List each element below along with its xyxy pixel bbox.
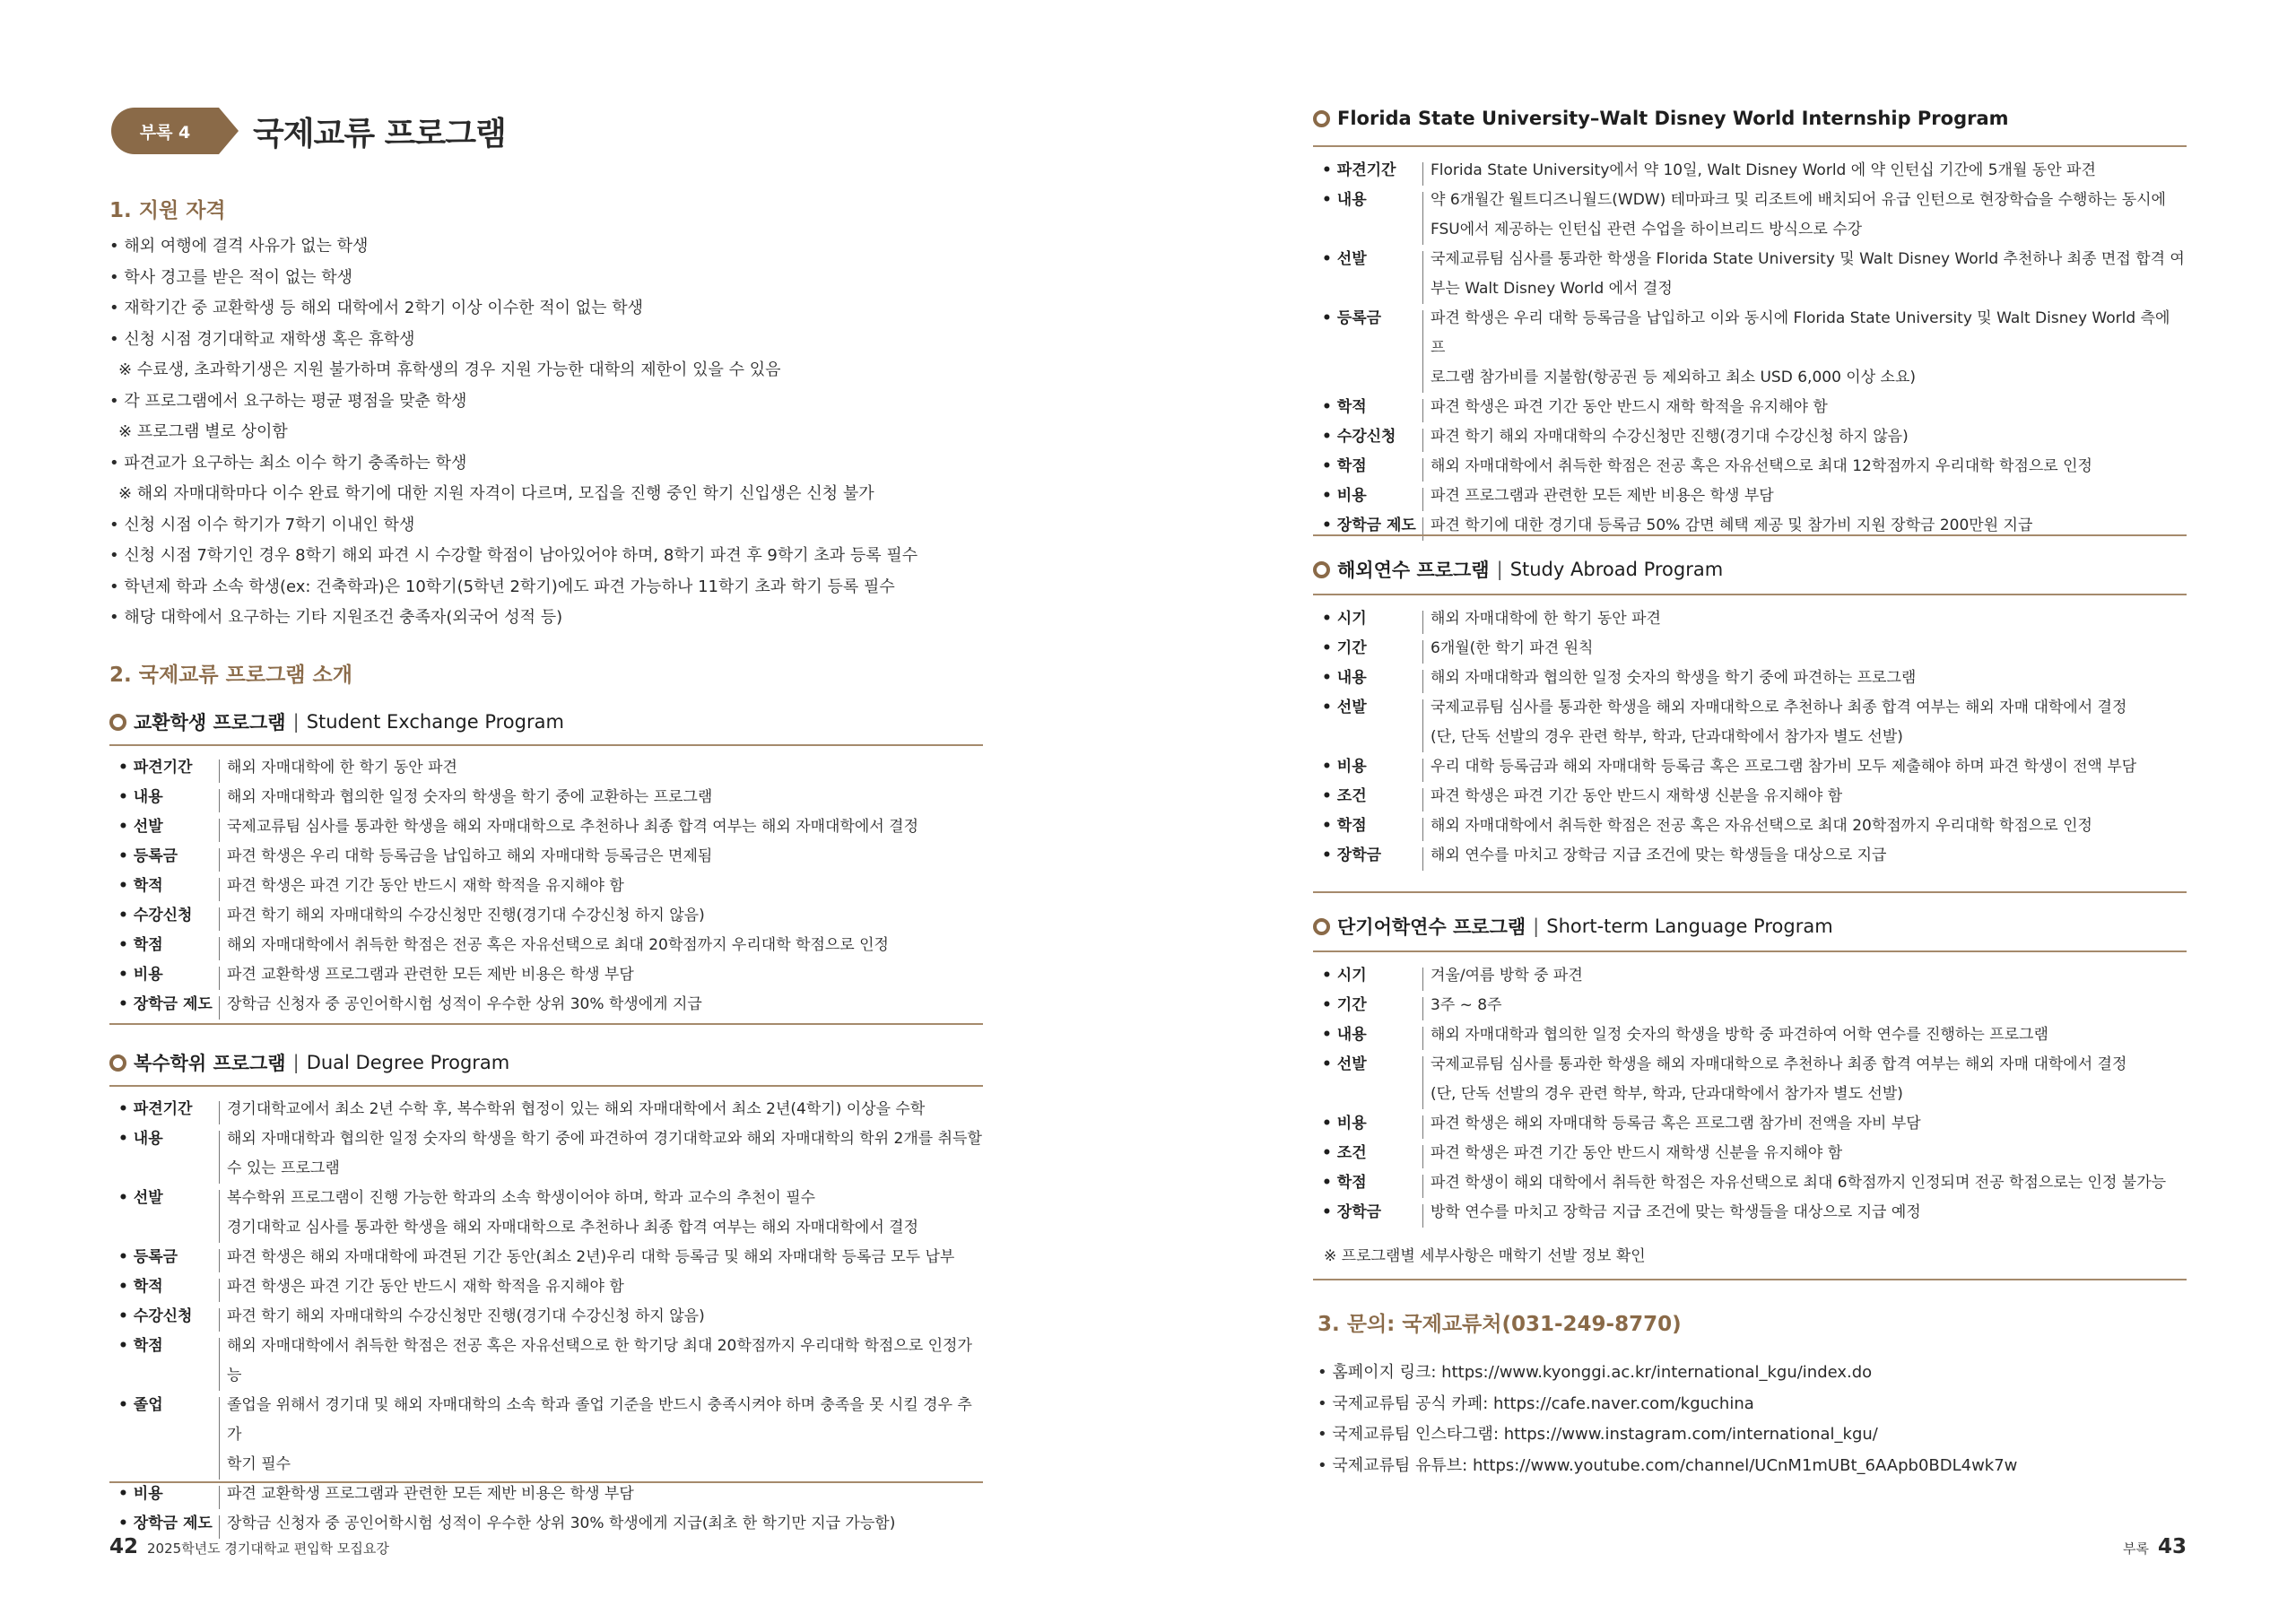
row-line: 파견 학생은 우리 대학 등록금을 납입하고 해외 자매대학 등록금은 면제됨 (227, 847, 713, 865)
row-label: • 학적 (118, 877, 163, 895)
row-label: • 선발 (1322, 1055, 1367, 1073)
row-line: 경기대학교에서 최소 2년 수학 후, 복수학위 협정이 있는 해외 자매대학에서 최소 2년(4학기) 이상을 수학 (227, 1100, 926, 1118)
row-text (219, 1279, 983, 1302)
row-label: • 선발 (1322, 250, 1367, 268)
fsu-row (1322, 304, 2187, 393)
eligibility-item: • 신청 시점 이수 학기가 7학기 이내인 학생 (109, 515, 415, 534)
fsu-row (1322, 156, 2187, 186)
eligibility-item: • 해당 대학에서 요구하는 기타 지원조건 충족자(외국어 성적 등) (109, 608, 563, 627)
eligibility-list (109, 231, 1078, 634)
contact-link[interactable]: • 국제교류팀 인스타그램: https://www.instagram.com/international_kgu/ (1318, 1425, 1878, 1444)
dual-row (118, 1391, 983, 1480)
divider (1313, 950, 2187, 952)
right-page (1148, 0, 2296, 1623)
row-text (1422, 1115, 2187, 1139)
exchange-row (118, 812, 983, 842)
row-text (1422, 997, 2187, 1020)
dual-detail-list (118, 1095, 983, 1539)
row-text (1422, 517, 2187, 541)
row-line: 해외 연수를 마치고 장학금 지급 조건에 맞는 학생들을 대상으로 지급 (1431, 846, 1887, 864)
row-line: 해외 자매대학과 협의한 일정 숫자의 학생을 학기 중에 교환하는 프로그램 (227, 788, 713, 806)
abroad-row (1322, 604, 2187, 634)
row-line: 파견 학생은 우리 대학 등록금을 납입하고 이와 동시에 Florida State University 및 Walt Disney World 측에 프 (1431, 309, 2170, 357)
right-footer (2123, 1535, 2187, 1558)
row-text (1422, 1145, 2187, 1168)
abroad-title-en: Study Abroad Program (1509, 559, 1724, 580)
dual-row (118, 1480, 983, 1509)
section-eligibility-title: 1. 지원 자격 (109, 199, 226, 222)
row-line: 우리 대학 등록금과 해외 자매대학 등록금 혹은 프로그램 참가비 모두 제출해야 하며 파견 학생이 전액 부담 (1431, 758, 2137, 776)
row-line: 파견 학생은 파견 기간 동안 반드시 재학생 신분을 유지해야 함 (1431, 1144, 1843, 1162)
row-line: 부는 Walt Disney World 에서 결정 (1431, 280, 1673, 298)
dual-program-title (109, 1049, 509, 1076)
ring-bullet-icon (1313, 110, 1330, 127)
row-line: 로그램 참가비를 지불함(항공권 등 제외하고 최소 USD 6,000 이상 소요) (1431, 369, 1917, 386)
row-text (219, 937, 983, 960)
row-label: • 선발 (1322, 699, 1367, 716)
title-divider: | (1496, 559, 1503, 580)
divider (1313, 145, 2187, 147)
row-label: • 비용 (118, 1485, 163, 1503)
abroad-row (1322, 812, 2187, 841)
row-label: • 비용 (118, 966, 163, 984)
row-text (1422, 251, 2187, 304)
row-line: 약 6개월간 월트디즈니월드(WDW) 테마파크 및 리조트에 배치되어 유급 인턴으로 현장학습을 수행하는 동시에 (1431, 191, 2166, 209)
page-number: 42 (109, 1535, 139, 1558)
row-text (1422, 399, 2187, 422)
language-row (1322, 1109, 2187, 1139)
row-text (1422, 611, 2187, 634)
row-line: 복수학위 프로그램이 진행 가능한 학과의 소속 학생이어야 하며, 학과 교수의 추천이 필수 (227, 1189, 816, 1207)
divider (1313, 1279, 2187, 1280)
row-text (219, 996, 983, 1020)
row-label: • 장학금 (1322, 1203, 1382, 1221)
row-text (1422, 429, 2187, 452)
dual-title-ko: 복수학위 프로그램 (134, 1053, 286, 1074)
divider (1313, 594, 2187, 595)
fsu-title: Florida State University–Walt Disney World Internship Program (1337, 108, 2009, 129)
abroad-row (1322, 693, 2187, 752)
row-text (1422, 1056, 2187, 1109)
exchange-title-ko: 교환학생 프로그램 (134, 712, 286, 733)
row-label: • 장학금 (1322, 846, 1382, 864)
exchange-title-en: Student Exchange Program (306, 711, 564, 733)
row-text (219, 1338, 983, 1391)
exchange-row (118, 842, 983, 872)
eligibility-item: • 각 프로그램에서 요구하는 평균 평점을 맞춘 학생 (109, 391, 467, 411)
divider (109, 1481, 983, 1483)
row-label: • 수강신청 (1322, 428, 1396, 446)
row-text (1422, 847, 2187, 871)
exchange-row (118, 783, 983, 812)
row-text (1422, 670, 2187, 693)
language-program-title (1313, 913, 1833, 940)
title-divider: | (1533, 916, 1540, 937)
row-line: 파견 학기에 대한 경기대 등록금 50% 감면 혜택 제공 및 참가비 지원 장학금 200만원 지급 (1431, 516, 2033, 534)
row-text (1422, 1175, 2187, 1198)
row-text (219, 907, 983, 931)
appendix-badge: 부록 4 (111, 108, 219, 154)
row-line: 수 있는 프로그램 (227, 1159, 340, 1177)
exchange-row (118, 872, 983, 901)
row-label: • 내용 (1322, 1026, 1367, 1044)
row-line: 파견 학생은 파견 기간 동안 반드시 재학 학적을 유지해야 함 (227, 1278, 624, 1296)
abroad-detail-list (1322, 604, 2187, 871)
row-label: • 학점 (118, 1337, 163, 1355)
row-label: • 비용 (1322, 487, 1367, 505)
dual-row (118, 1272, 983, 1302)
row-label: • 파견기간 (1322, 161, 1396, 179)
row-text (219, 848, 983, 872)
row-line: 파견 학생은 해외 자매대학에 파견된 기간 동안(최소 2년)우리 대학 등록금 및 해외 자매대학 등록금 모두 납부 (227, 1248, 955, 1266)
language-row (1322, 1139, 2187, 1168)
eligibility-note: ※ 수료생, 초과학기생은 지원 불가하며 휴학생의 경우 지원 가능한 대학의 제한이 있을 수 있음 (118, 360, 781, 379)
row-text (1422, 640, 2187, 664)
row-line: 파견 교환학생 프로그램과 관련한 모든 제반 비용은 학생 부담 (227, 966, 634, 984)
row-line: 파견 학생은 파견 기간 동안 반드시 재학 학적을 유지해야 함 (1431, 398, 1828, 416)
row-text (219, 1249, 983, 1272)
row-line: 파견 학기 해외 자매대학의 수강신청만 진행(경기대 수강신청 하지 않음) (1431, 428, 1909, 446)
row-text (1422, 818, 2187, 841)
fsu-row (1322, 482, 2187, 511)
row-line: 파견 학생은 파견 기간 동안 반드시 재학생 신분을 유지해야 함 (1431, 787, 1843, 805)
divider (109, 1085, 983, 1087)
contact-links (1318, 1358, 2017, 1481)
row-line: 파견 학기 해외 자매대학의 수강신청만 진행(경기대 수강신청 하지 않음) (227, 907, 705, 924)
row-label: • 학적 (1322, 398, 1367, 416)
language-title-en: Short-term Language Program (1546, 916, 1833, 937)
row-text (219, 878, 983, 901)
row-label: • 선발 (118, 1189, 163, 1207)
abroad-row (1322, 782, 2187, 812)
row-text (219, 1486, 983, 1509)
language-row (1322, 1168, 2187, 1198)
row-text (219, 1308, 983, 1332)
title-divider: | (292, 711, 300, 733)
row-label: • 비용 (1322, 1115, 1367, 1133)
eligibility-note: ※ 프로그램 별로 상이함 (118, 422, 288, 441)
eligibility-item: • 재학기간 중 교환학생 등 해외 대학에서 2학기 이상 이수한 적이 없는 학생 (109, 299, 643, 317)
left-footer (109, 1535, 389, 1558)
ring-bullet-icon (1313, 918, 1330, 935)
row-line: (단, 단독 선발의 경우 관련 학부, 학과, 단과대학에서 참가자 별도 선발) (1431, 1085, 1903, 1103)
row-line: 국제교류팀 심사를 통과한 학생을 해외 자매대학으로 추천하나 최종 합격 여부는 해외 자매 대학에서 결정 (1431, 1055, 2127, 1073)
row-line: (단, 단독 선발의 경우 관련 학부, 학과, 단과대학에서 참가자 별도 선발) (1431, 728, 1903, 746)
row-line: 장학금 신청자 중 공인어학시험 성적이 우수한 상위 30% 학생에게 지급(최초 한 학기만 지급 가능함) (227, 1515, 896, 1532)
row-line: 파견 학기 해외 자매대학의 수강신청만 진행(경기대 수강신청 하지 않음) (227, 1307, 705, 1325)
eligibility-item: • 신청 시점 7학기인 경우 8학기 해외 파견 시 수강할 학점이 남아있어야 하며, 8학기 파견 후 9학기 초과 등록 필수 (109, 546, 918, 565)
exchange-row (118, 990, 983, 1020)
row-label: • 기간 (1322, 639, 1367, 657)
divider (109, 1023, 983, 1025)
fsu-detail-list (1322, 156, 2187, 541)
page-number: 43 (2157, 1535, 2187, 1558)
eligibility-note: ※ 해외 자매대학마다 이수 완료 학기에 대한 지원 자격이 다르며, 모집을 진행 중인 학기 신입생은 신청 불가 (118, 484, 874, 503)
row-label: • 내용 (118, 788, 163, 806)
row-line: 파견 프로그램과 관련한 모든 제반 비용은 학생 부담 (1431, 487, 1774, 505)
divider (1313, 891, 2187, 893)
abroad-title-ko: 해외연수 프로그램 (1337, 560, 1490, 581)
exchange-program-title (109, 708, 564, 735)
row-label: • 시기 (1322, 610, 1367, 628)
row-line: 국제교류팀 심사를 통과한 학생을 해외 자매대학으로 추천하나 최종 합격 여부는 해외 자매 대학에서 결정 (1431, 699, 2127, 716)
language-row (1322, 1020, 2187, 1050)
row-label: • 파견기간 (118, 759, 193, 777)
row-line: 해외 자매대학과 협의한 일정 숫자의 학생을 학기 중에 파견하는 프로그램 (1431, 669, 1917, 687)
row-text (1422, 759, 2187, 782)
fsu-row (1322, 422, 2187, 452)
ring-bullet-icon (1313, 561, 1330, 578)
row-line: 3주 ~ 8주 (1431, 996, 1502, 1014)
row-text (219, 1101, 983, 1124)
contact-link[interactable]: • 국제교류팀 공식 카페: https://cafe.naver.com/kguchina (1318, 1393, 1754, 1413)
fsu-row (1322, 186, 2187, 245)
row-label: • 내용 (118, 1130, 163, 1148)
row-label: • 내용 (1322, 191, 1367, 209)
row-label: • 비용 (1322, 758, 1367, 776)
exchange-row (118, 753, 983, 783)
contact-title: 3. 문의: 국제교류처(031-249-8770) (1318, 1313, 1682, 1336)
dual-row (118, 1332, 983, 1391)
row-text (219, 1131, 983, 1184)
row-label: • 수강신청 (118, 1307, 193, 1325)
row-text (219, 1397, 983, 1480)
row-line: 해외 자매대학과 협의한 일정 숫자의 학생을 방학 중 파견하여 어학 연수를 진행하는 프로그램 (1431, 1026, 2048, 1044)
row-line: 해외 자매대학에서 취득한 학점은 전공 혹은 자유선택으로 최대 20학점까지 우리대학 학점으로 인정 (1431, 817, 2092, 835)
appendix-header (111, 106, 506, 156)
language-note: ※ 프로그램별 세부사항은 매학기 선발 정보 확인 (1324, 1247, 1646, 1265)
row-text (1422, 1027, 2187, 1050)
exchange-row (118, 960, 983, 990)
footer-text: 부록 (2123, 1541, 2149, 1557)
row-line: 학기 필수 (227, 1455, 291, 1473)
row-line: 해외 자매대학에서 취득한 학점은 전공 혹은 자유선택으로 한 학기당 최대 20학점까지 우리대학 학점으로 인정가능 (227, 1337, 972, 1384)
abroad-row (1322, 752, 2187, 782)
language-row (1322, 1050, 2187, 1109)
abroad-row (1322, 664, 2187, 693)
row-label: • 장학금 제도 (118, 995, 213, 1013)
row-label: • 등록금 (118, 847, 178, 865)
row-line: 해외 자매대학에 한 학기 동안 파견 (227, 759, 457, 777)
row-text (1422, 162, 2187, 186)
row-label: • 기간 (1322, 996, 1367, 1014)
row-label: • 수강신청 (118, 907, 193, 924)
fsu-row (1322, 452, 2187, 482)
row-line: 6개월(한 학기 파견 원칙 (1431, 639, 1594, 657)
row-label: • 장학금 제도 (118, 1515, 213, 1532)
row-text (1422, 458, 2187, 482)
exchange-detail-list (118, 753, 983, 1020)
language-row (1322, 991, 2187, 1020)
row-label: • 학점 (1322, 817, 1367, 835)
eligibility-item: • 해외 여행에 결격 사유가 없는 학생 (109, 237, 369, 256)
contact-link[interactable]: • 홈페이지 링크: https://www.kyonggi.ac.kr/international_kgu/index.do (1318, 1363, 1873, 1382)
row-label: • 내용 (1322, 669, 1367, 687)
eligibility-item: • 파견교가 요구하는 최소 이수 학기 충족하는 학생 (109, 453, 467, 473)
row-text (219, 789, 983, 812)
row-label: • 조건 (1322, 1144, 1367, 1162)
abroad-row (1322, 841, 2187, 871)
dual-row (118, 1243, 983, 1272)
row-text (1422, 968, 2187, 991)
exchange-row (118, 901, 983, 931)
row-line: 파견 교환학생 프로그램과 관련한 모든 제반 비용은 학생 부담 (227, 1485, 634, 1503)
row-label: • 등록금 (1322, 309, 1382, 327)
row-line: 장학금 신청자 중 공인어학시험 성적이 우수한 상위 30% 학생에게 지급 (227, 995, 702, 1013)
ring-bullet-icon (109, 1055, 126, 1072)
language-row (1322, 1198, 2187, 1228)
row-line: 경기대학교 심사를 통과한 학생을 해외 자매대학으로 추천하나 최종 합격 여부는 해외 자매대학에서 결정 (227, 1219, 918, 1237)
row-line: 해외 자매대학과 협의한 일정 숫자의 학생을 학기 중에 파견하여 경기대학교와 해외 자매대학의 학위 2개를 취득할 (227, 1130, 982, 1148)
footer-text: 2025학년도 경기대학교 편입학 모집요강 (147, 1541, 389, 1557)
dual-row (118, 1184, 983, 1243)
row-label: • 등록금 (118, 1248, 178, 1266)
page-title: 국제교류 프로그램 (253, 115, 506, 152)
abroad-row (1322, 634, 2187, 664)
row-label: • 학점 (118, 936, 163, 954)
title-divider: | (292, 1052, 300, 1073)
row-line: 졸업을 위해서 경기대 및 해외 자매대학의 소속 학과 졸업 기준을 반드시 충족시켜야 하며 충족을 못 시킬 경우 추가 (227, 1396, 972, 1444)
row-label: • 파견기간 (118, 1100, 193, 1118)
language-row (1322, 961, 2187, 991)
row-text (219, 819, 983, 842)
eligibility-item: • 신청 시점 경기대학교 재학생 혹은 휴학생 (109, 329, 415, 349)
fsu-row (1322, 511, 2187, 541)
dual-row (118, 1302, 983, 1332)
row-label: • 선발 (118, 818, 163, 836)
dual-title-en: Dual Degree Program (306, 1052, 510, 1073)
row-line: 해외 자매대학에 한 학기 동안 파견 (1431, 610, 1661, 628)
section-programs-title: 2. 국제교류 프로그램 소개 (109, 664, 352, 687)
fsu-row (1322, 245, 2187, 304)
row-text (219, 759, 983, 783)
row-line: 해외 자매대학에서 취득한 학점은 전공 혹은 자유선택으로 최대 12학점까지 우리대학 학점으로 인정 (1431, 457, 2092, 475)
row-text (1422, 488, 2187, 511)
divider (1313, 534, 2187, 536)
row-line: 파견 학생은 파견 기간 동안 반드시 재학 학적을 유지해야 함 (227, 877, 624, 895)
abroad-program-title (1313, 556, 1723, 583)
fsu-row (1322, 393, 2187, 422)
row-line: Florida State University에서 약 10일, Walt Disney World 에 약 인턴십 기간에 5개월 동안 파견 (1431, 161, 2096, 179)
row-line: 국제교류팀 심사를 통과한 학생을 Florida State University 및 Walt Disney World 추천하나 최종 면접 합격 여 (1431, 250, 2185, 268)
row-label: • 조건 (1322, 787, 1367, 805)
row-label: • 졸업 (118, 1396, 163, 1414)
dual-row (118, 1124, 983, 1184)
row-text (1422, 1204, 2187, 1228)
row-line: 해외 자매대학에서 취득한 학점은 전공 혹은 자유선택으로 최대 20학점까지 우리대학 학점으로 인정 (227, 936, 889, 954)
eligibility-item: • 학년제 학과 소속 학생(ex: 건축학과)은 10학기(5학년 2학기)에도 파견 가능하나 11학기 초과 학기 등록 필수 (109, 577, 895, 596)
row-text (1422, 310, 2187, 393)
row-line: 방학 연수를 마치고 장학금 지급 조건에 맞는 학생들을 대상으로 지급 예정 (1431, 1203, 1921, 1221)
language-detail-list (1322, 961, 2187, 1228)
row-text (1422, 699, 2187, 752)
divider (109, 744, 983, 746)
language-title-ko: 단기어학연수 프로그램 (1337, 916, 1526, 938)
row-line: 국제교류팀 심사를 통과한 학생을 해외 자매대학으로 추천하나 최종 합격 여부는 해외 자매대학에서 결정 (227, 818, 918, 836)
row-label: • 학점 (1322, 1174, 1367, 1192)
contact-link[interactable]: • 국제교류팀 유튜브: https://www.youtube.com/channel/UCnM1mUBt_6AApb0BDL4wk7w (1318, 1455, 2018, 1475)
row-line: 파견 학생이 해외 대학에서 취득한 학점은 자유선택으로 최대 6학점까지 인정되며 전공 학점으로는 인정 불가능 (1431, 1174, 2167, 1192)
row-text (219, 1190, 983, 1243)
row-line: FSU에서 제공하는 인턴십 관련 수업을 하이브리드 방식으로 수강 (1431, 221, 1863, 239)
row-text (219, 967, 983, 990)
row-text (1422, 192, 2187, 245)
eligibility-item: • 학사 경고를 받은 적이 없는 학생 (109, 267, 352, 287)
exchange-row (118, 931, 983, 960)
fsu-program-title (1313, 108, 2009, 129)
dual-row (118, 1095, 983, 1124)
ring-bullet-icon (109, 714, 126, 731)
row-label: • 학적 (118, 1278, 163, 1296)
row-line: 파견 학생은 해외 자매대학 등록금 혹은 프로그램 참가비 전액을 자비 부담 (1431, 1115, 1921, 1133)
row-label: • 시기 (1322, 967, 1367, 985)
row-text (1422, 788, 2187, 812)
row-line: 겨울/여름 방학 중 파견 (1431, 967, 1583, 985)
row-label: • 학점 (1322, 457, 1367, 475)
row-label: • 장학금 제도 (1322, 516, 1416, 534)
